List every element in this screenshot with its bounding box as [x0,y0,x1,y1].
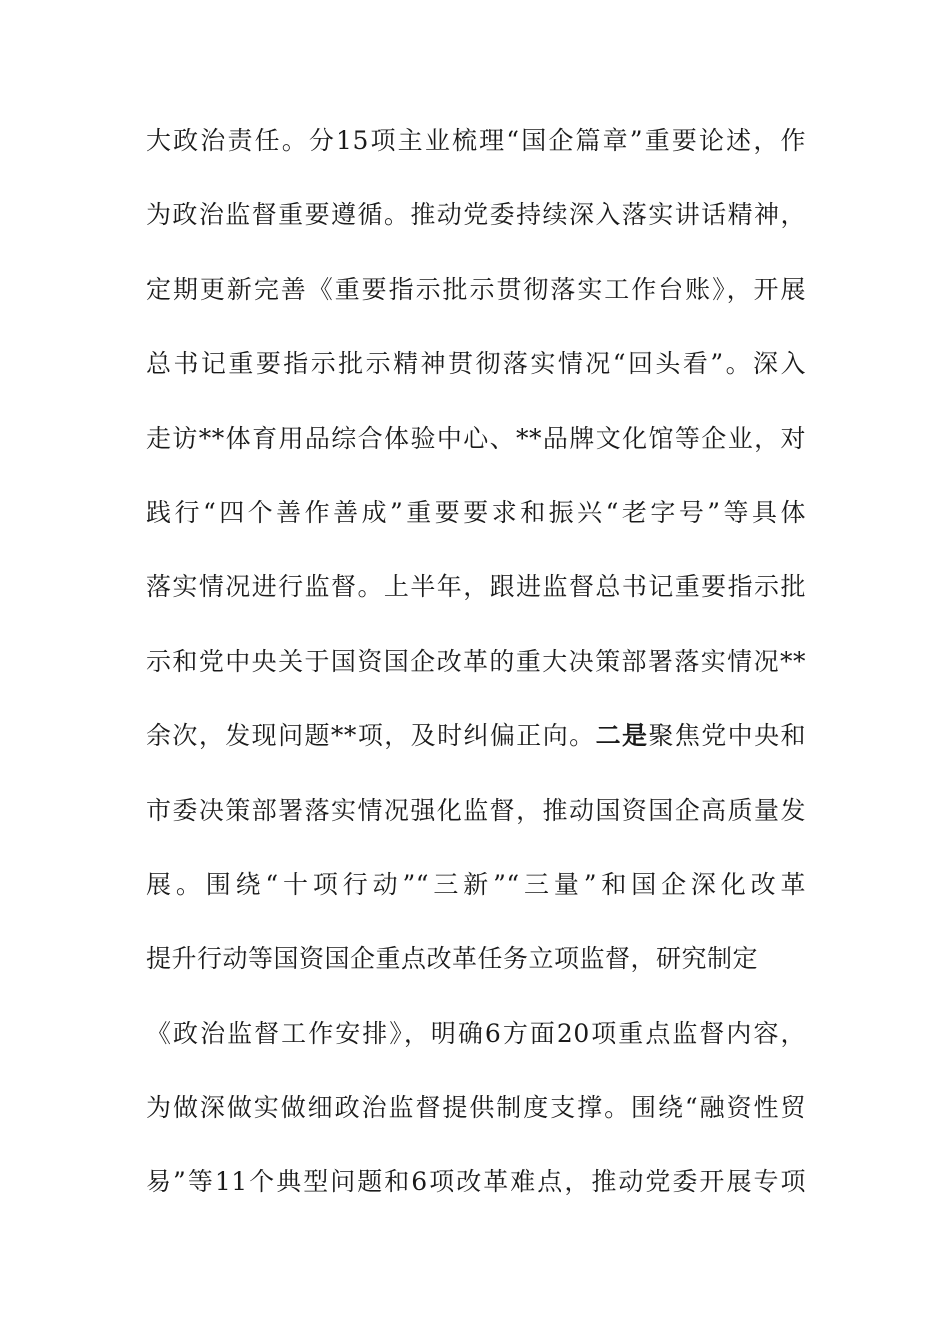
text-line: 《政治监督工作安排》，明确6方面20项重点监督内容， [146,1018,806,1048]
body-text [146,118,806,1234]
text-line: 落实情况进行监督。上半年，跟进监督总书记重要指示批 [146,572,806,602]
text-line: 示和党中央关于国资国企改革的重大决策部署落实情况** [146,646,806,676]
text-line: 提升行动等国资国企重点改革任务立项监督，研究制定 [146,944,759,974]
text-line: 市委决策部署落实情况强化监督，推动国资国企高质量发 [146,795,806,825]
text-segment: 余次，发现问题**项，及时纠偏正向。 [146,721,596,751]
text-line: 定期更新完善《重要指示批示贯彻落实工作台账》，开展 [146,274,806,304]
text-line-with-emphasis [146,713,806,787]
text-line: 为做深做实做细政治监督提供制度支撑。围绕“融资性贸 [146,1093,806,1123]
text-line: 易”等11个典型问题和6项改革难点，推动党委开展专项 [146,1167,806,1197]
text-line: 大政治责任。分15项主业梳理“国企篇章”重要论述，作 [146,126,806,155]
text-line: 总书记重要指示批示精神贯彻落实情况“回头看”。深入 [146,349,806,379]
text-line: 践行“四个善作善成”重要要求和振兴“老字号”等具体 [146,497,806,527]
text-line: 展。围绕“十项行动”“三新”“三量”和国企深化改革 [146,869,806,899]
emphasis-label: 二是 [595,721,649,751]
text-line: 为政治监督重要遵循。推动党委持续深入落实讲话精神， [146,200,806,230]
text-segment: 聚焦党中央和 [648,721,806,751]
text-line: 走访**体育用品综合体验中心、**品牌文化馆等企业，对 [146,423,806,453]
